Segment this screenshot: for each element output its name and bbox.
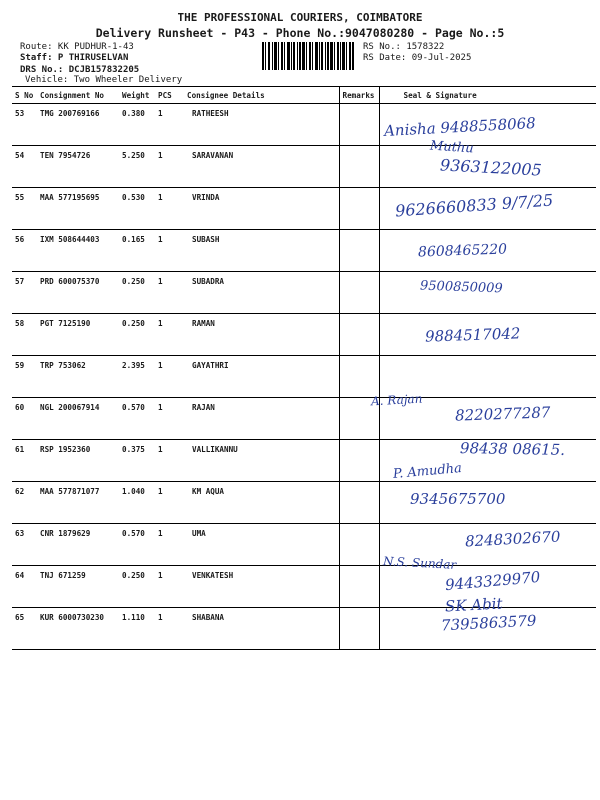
col-header-pcs: PCS bbox=[155, 87, 184, 104]
rs-date-label: RS Date: 09-Jul-2025 bbox=[363, 53, 472, 63]
cell-pcs: 1 bbox=[155, 314, 184, 356]
cell-consignment-no: CNR 1879629 bbox=[37, 524, 119, 566]
cell-sno: 56 bbox=[12, 230, 37, 272]
cell-sno: 65 bbox=[12, 608, 37, 650]
cell-remarks bbox=[339, 440, 379, 482]
cell-consignee-name: SARAVANAN bbox=[184, 146, 339, 188]
signature-65-phone: 7395863579 bbox=[440, 611, 537, 635]
cell-pcs: 1 bbox=[155, 272, 184, 314]
cell-consignment-no: TRP 753062 bbox=[37, 356, 119, 398]
cell-consignee-name: RAJAN bbox=[184, 398, 339, 440]
company-title: THE PROFESSIONAL COURIERS, COIMBATORE bbox=[177, 11, 423, 24]
cell-remarks bbox=[339, 272, 379, 314]
signature-62-name: P. Amudha bbox=[392, 461, 463, 482]
cell-remarks bbox=[339, 482, 379, 524]
table-row bbox=[12, 482, 596, 524]
col-header-weight: Weight bbox=[119, 87, 155, 104]
cell-pcs: 1 bbox=[155, 524, 184, 566]
cell-pcs: 1 bbox=[155, 566, 184, 608]
cell-consignee-name: SUBASH bbox=[184, 230, 339, 272]
rs-no-label: RS No.: 1578322 bbox=[363, 42, 445, 52]
cell-sno: 63 bbox=[12, 524, 37, 566]
cell-consignee-name: SHABANA bbox=[184, 608, 339, 650]
barcode bbox=[262, 42, 354, 70]
cell-sno: 54 bbox=[12, 146, 37, 188]
cell-consignee-name: VALLIKANNU bbox=[184, 440, 339, 482]
cell-sno: 55 bbox=[12, 188, 37, 230]
cell-pcs: 1 bbox=[155, 356, 184, 398]
cell-pcs: 1 bbox=[155, 440, 184, 482]
cell-consignee-name: RAMAN bbox=[184, 314, 339, 356]
cell-consignment-no: MAA 577871077 bbox=[37, 482, 119, 524]
cell-weight: 5.250 bbox=[119, 146, 155, 188]
cell-pcs: 1 bbox=[155, 398, 184, 440]
cell-pcs: 1 bbox=[155, 188, 184, 230]
cell-sno: 57 bbox=[12, 272, 37, 314]
col-header-consignee: Consignee Details bbox=[184, 87, 339, 104]
cell-weight: 0.380 bbox=[119, 104, 155, 146]
cell-consignment-no: TNJ 671259 bbox=[37, 566, 119, 608]
col-header-consignment: Consignment No bbox=[37, 87, 119, 104]
cell-consignee-name: RATHEESH bbox=[184, 104, 339, 146]
cell-consignee-name: KM AQUA bbox=[184, 482, 339, 524]
table-row bbox=[12, 272, 596, 314]
cell-weight: 0.530 bbox=[119, 188, 155, 230]
cell-consignee-name: GAYATHRI bbox=[184, 356, 339, 398]
drs-label: DRS No.: DCJB157832205 bbox=[20, 65, 140, 75]
cell-remarks bbox=[339, 104, 379, 146]
cell-consignment-no: TMG 200769166 bbox=[37, 104, 119, 146]
signature-60-phone: 8220277287 bbox=[454, 403, 551, 425]
cell-weight: 0.250 bbox=[119, 566, 155, 608]
signature-54-name: Muthu bbox=[429, 138, 475, 157]
runsheet-title: Delivery Runsheet - P43 - Phone No.:9047080280 - Page No.:5 bbox=[95, 26, 505, 40]
signature-64-phone: 9443329970 bbox=[444, 567, 542, 595]
cell-consignment-no: TEN 7954726 bbox=[37, 146, 119, 188]
cell-pcs: 1 bbox=[155, 608, 184, 650]
signature-53: Anisha 9488558068 bbox=[383, 114, 537, 140]
signature-61: 98438 08615. bbox=[459, 439, 566, 459]
cell-consignee-name: SUBADRA bbox=[184, 272, 339, 314]
table-header-row bbox=[12, 87, 596, 104]
cell-sno: 62 bbox=[12, 482, 37, 524]
cell-remarks bbox=[339, 608, 379, 650]
cell-weight: 1.110 bbox=[119, 608, 155, 650]
cell-weight: 0.165 bbox=[119, 230, 155, 272]
col-header-sno: S No bbox=[12, 87, 37, 104]
cell-sno: 61 bbox=[12, 440, 37, 482]
cell-consignment-no: PRD 600075370 bbox=[37, 272, 119, 314]
signature-54-phone: 9363122005 bbox=[439, 155, 543, 180]
cell-consignment-no: RSP 1952360 bbox=[37, 440, 119, 482]
route-label: Route: KK PUDHUR-1-43 bbox=[20, 42, 134, 52]
cell-sno: 64 bbox=[12, 566, 37, 608]
signature-63: 8248302670 bbox=[464, 527, 561, 551]
cell-pcs: 1 bbox=[155, 230, 184, 272]
vehicle-label: Vehicle: Two Wheeler Delivery bbox=[25, 75, 183, 85]
cell-pcs: 1 bbox=[155, 146, 184, 188]
cell-weight: 2.395 bbox=[119, 356, 155, 398]
cell-sno: 58 bbox=[12, 314, 37, 356]
cell-remarks bbox=[339, 230, 379, 272]
cell-remarks bbox=[339, 356, 379, 398]
cell-remarks bbox=[339, 188, 379, 230]
cell-pcs: 1 bbox=[155, 482, 184, 524]
cell-sno: 60 bbox=[12, 398, 37, 440]
col-header-signature: Seal & Signature bbox=[379, 87, 596, 104]
cell-weight: 1.040 bbox=[119, 482, 155, 524]
cell-consignee-name: VRINDA bbox=[184, 188, 339, 230]
signature-56: 8608465220 bbox=[417, 241, 508, 261]
cell-sno: 53 bbox=[12, 104, 37, 146]
signature-58: 9884517042 bbox=[424, 324, 521, 346]
cell-weight: 0.375 bbox=[119, 440, 155, 482]
cell-consignment-no: NGL 200067914 bbox=[37, 398, 119, 440]
col-header-remarks: Remarks bbox=[339, 87, 379, 104]
cell-weight: 0.570 bbox=[119, 524, 155, 566]
signature-60-name: A. Rajan bbox=[370, 391, 423, 409]
cell-weight: 0.250 bbox=[119, 314, 155, 356]
table-row bbox=[12, 356, 596, 398]
cell-weight: 0.570 bbox=[119, 398, 155, 440]
cell-weight: 0.250 bbox=[119, 272, 155, 314]
cell-consignment-no: KUR 6000730230 bbox=[37, 608, 119, 650]
signature-57: 9500850009 bbox=[419, 278, 503, 297]
cell-remarks bbox=[339, 566, 379, 608]
signature-55: 9626660833 9/7/25 bbox=[394, 190, 554, 221]
signature-65-name: SK Abit bbox=[444, 594, 503, 616]
cell-consignee-name: VENKATESH bbox=[184, 566, 339, 608]
staff-label: Staff: P THIRUSELVAN bbox=[20, 53, 129, 63]
cell-remarks bbox=[339, 524, 379, 566]
signature-64-name: N.S. Sundar bbox=[382, 554, 457, 572]
signature-62-phone: 9345675700 bbox=[410, 490, 506, 508]
cell-remarks bbox=[339, 146, 379, 188]
cell-remarks bbox=[339, 314, 379, 356]
table-row bbox=[12, 230, 596, 272]
cell-consignment-no: MAA 577195695 bbox=[37, 188, 119, 230]
cell-consignee-name: UMA bbox=[184, 524, 339, 566]
cell-sno: 59 bbox=[12, 356, 37, 398]
cell-consignment-no: PGT 7125190 bbox=[37, 314, 119, 356]
cell-consignment-no: IXM 508644403 bbox=[37, 230, 119, 272]
cell-pcs: 1 bbox=[155, 104, 184, 146]
